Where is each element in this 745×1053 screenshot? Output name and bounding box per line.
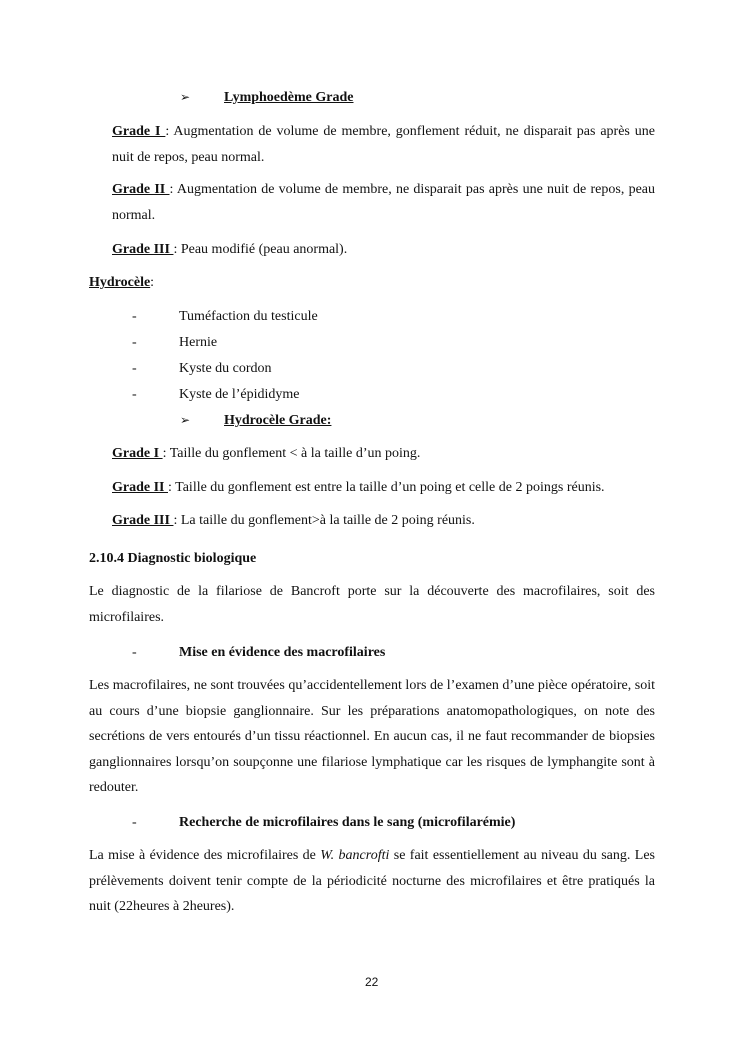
list-item: Hernie: [179, 335, 218, 350]
section-heading: 2.10.4 Diagnostic biologique: [89, 551, 257, 566]
hydrocele-grade-heading: Hydrocèle Grade:: [224, 413, 332, 428]
list-item: Tuméfaction du testicule: [179, 309, 318, 324]
dash-bullet: -: [132, 815, 137, 830]
grade-label: Grade III: [112, 242, 174, 257]
dash-bullet: -: [132, 645, 137, 660]
dash-bullet: -: [132, 335, 137, 350]
arrow-bullet-icon: ➢: [180, 413, 191, 427]
lymphoedeme-grade-heading: Lymphoedème Grade: [224, 90, 354, 105]
hydro-grade-2: [112, 479, 605, 497]
section-intro-paragraph: Le diagnostic de la filariose de Bancroft porte sur la découverte des macrofilaires, soit des microfilaires.: [89, 584, 655, 625]
dash-bullet: -: [132, 361, 137, 376]
grade-text: : Augmentation de volume de membre, gonflement réduit, ne disparait pas après une nuit de repos, peau normal.: [112, 124, 655, 165]
species-name: W. bancrofti: [320, 848, 390, 863]
grade-text: : Peau modifié (peau anormal).: [173, 242, 348, 257]
hydro-grade-3: [112, 512, 475, 530]
microfilaremie-heading: Recherche de microfilaires dans le sang (microfilarémie): [179, 815, 516, 830]
grade-label: Grade I: [112, 446, 163, 461]
grade-text: : Taille du gonflement < à la taille d’un poing.: [162, 446, 421, 461]
macrofilaires-heading: Mise en évidence des macrofilaires: [179, 645, 386, 660]
grade-label: Grade I: [112, 124, 166, 139]
arrow-bullet-icon: ➢: [180, 90, 191, 104]
grade-text: : Taille du gonflement est entre la taille d’un poing et celle de 2 poings réunis.: [168, 480, 605, 495]
lymph-grade-2: [112, 177, 655, 228]
dash-bullet: -: [132, 387, 137, 402]
page-number: 22: [365, 975, 379, 989]
grade-label: Grade II: [112, 480, 168, 495]
grade-label: Grade II: [112, 182, 170, 197]
list-item: Kyste du cordon: [179, 361, 272, 376]
macrofilaires-paragraph: Les macrofilaires, ne sont trouvées qu’accidentellement lors de l’examen d’une pièce opératoire, soit au cours d’une biopsie ganglionnaire. Sur les préparations anatomopathologiques, on note des secrétions de vers entourés d’un tissu réactionnel. En aucun cas, il ne faut recommander de biopsies ganglionnaires lorsqu’on soupçonne une filariose lymphatique car les risques de lymphangite sont à redouter.: [89, 678, 655, 796]
lymph-grade-1: [112, 119, 655, 170]
grade-text: : La taille du gonflement>à la taille de 2 poing réunis.: [173, 513, 475, 528]
hydro-grade-1: [112, 445, 420, 463]
dash-bullet: -: [132, 309, 137, 324]
hydrocele-title: Hydrocèle:: [89, 275, 155, 290]
list-item: Kyste de l’épididyme: [179, 387, 300, 402]
microfilaremie-paragraph: La mise à évidence des microfilaires de W. bancrofti se fait essentiellement au niveau du sang. Les prélèvements doivent tenir compte de la périodicité nocturne des microfilaires et être pratiqués la nuit (22heures à 2heures).: [89, 848, 655, 915]
grade-text: : Augmentation de volume de membre, ne disparait pas après une nuit de repos, peau normal.: [112, 182, 656, 223]
grade-label: Grade III: [112, 513, 174, 528]
lymph-grade-3: [112, 241, 347, 259]
